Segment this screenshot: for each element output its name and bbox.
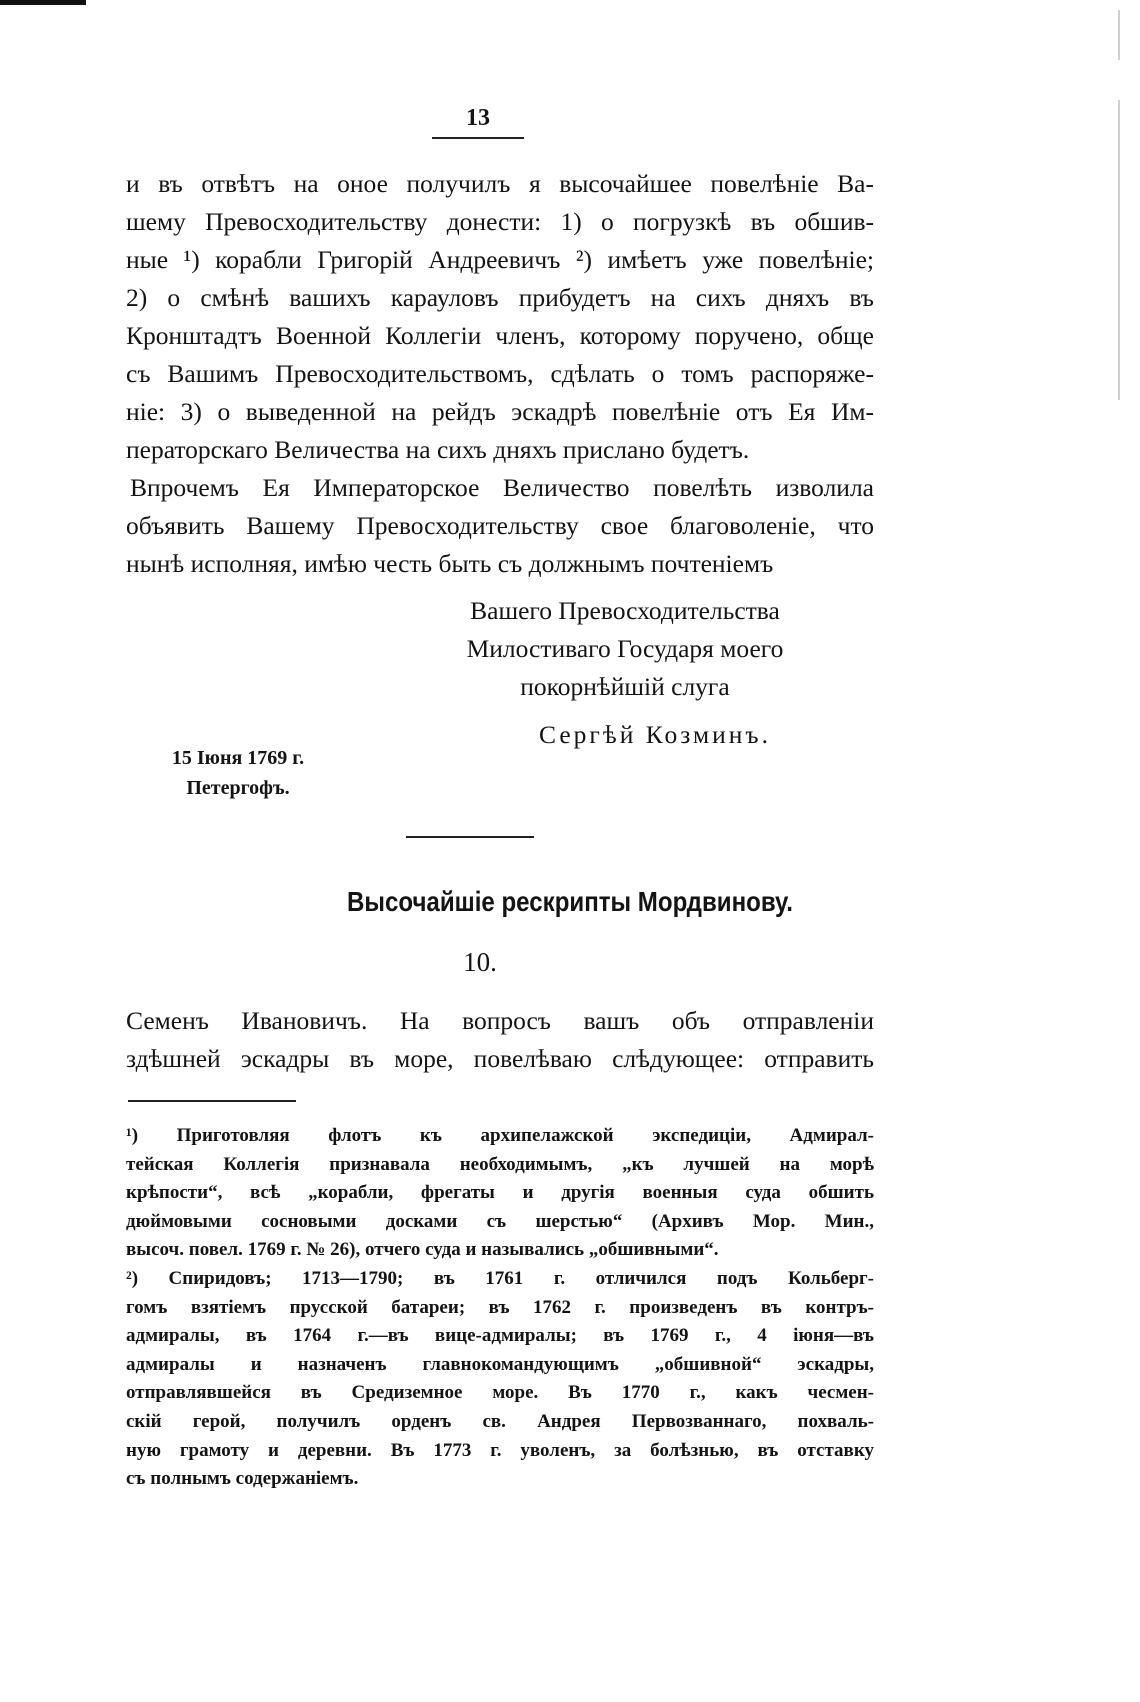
scan-edge-line [1118,100,1120,400]
footnote-line: адмиралы, въ 1764 г.—въ вице-адмиралы; въ 1769 г., 4 іюня—въ [126,1325,874,1347]
closing-line: покорнѣйшій слуга [520,672,730,701]
text-line: ператорскаго Величества на сихъ дняхъ прислано будетъ. [126,435,750,464]
footnote-line: съ полнымъ содержаніемъ. [126,1468,359,1490]
letter-date: 15 Іюня 1769 г. [171,747,305,769]
text-line: 2) о смѣнѣ вашихъ карауловъ прибудетъ на сихъ дняхъ въ [126,283,874,312]
footnotes [126,1122,874,1494]
text-line: здѣшней эскадры въ море, повелѣваю слѣдующее: отправить [126,1044,874,1073]
section-divider [406,836,534,838]
text-line: нынѣ исполняя, имѣю честь быть съ должнымъ почтеніемъ [126,549,774,578]
closing-line: Вашего Превосходительства [470,596,780,625]
footnote-line: гомъ взятіемъ прусской батареи; въ 1762 г. произведенъ въ контръ- [126,1296,874,1318]
footnote-divider [128,1100,296,1102]
page-number-underline [432,137,524,139]
footnote-line: крѣпости“, всѣ „корабли, фрегаты и другія военныя суда обшить [126,1182,874,1204]
text-line: ніе: 3) о выведенной на рейдъ эскадрѣ повелѣніе отъ Ея Им- [126,397,874,426]
section-title: Высочайшіе рескрипты Мордвинову. [346,886,793,917]
scan-edge-line [1118,10,1120,60]
footnote-line: ²) Спиридовъ; 1713—1790; въ 1761 г. отличился подъ Кольберг- [126,1267,874,1289]
signature: Сергѣй Козминъ. [539,720,771,749]
footnote-line: скій герой, получилъ орденъ св. Андрея Первозваннаго, похваль- [126,1410,874,1432]
footnote-line: ¹) Приготовляя флотъ къ архипелажской экспедиціи, Адмирал- [126,1125,874,1146]
letter-place: Петергофъ. [186,777,290,799]
text-line: шему Превосходительству донести: 1) о погрузкѣ въ обшив- [126,207,874,236]
text-line: ные ¹) корабли Григорій Андреевичъ ²) имѣетъ уже повелѣніе; [126,245,874,274]
footnote-line: высоч. повел. 1769 г. № 26), отчего суда и назывались „обшивными“. [126,1239,719,1261]
closing-line: Милостиваго Государя моего [466,634,784,663]
text-line: и въ отвѣтъ на оное получилъ я высочайшее повелѣніе Ва- [126,169,874,198]
text-line: Кронштадтъ Военной Коллегіи членъ, которому поручено, обще [126,321,874,350]
text-line: объявить Вашему Превосходительству свое благоволеніе, что [126,511,874,540]
footnote-line: адмиралы и назначенъ главнокомандующимъ „обшивной“ эскадры, [126,1353,874,1375]
page-number: 13 [466,105,490,131]
text-line: Впрочемъ Ея Императорское Величество повелѣть изволила [130,473,874,502]
text-line: Семенъ Ивановичъ. На вопросъ вашъ объ отправленіи [126,1006,874,1035]
footnote-line: тейская Коллегія признавала необходимымъ, „къ лучшей на морѣ [126,1153,874,1175]
text-line: съ Вашимъ Превосходительствомъ, сдѣлать о томъ распоряже- [126,359,874,388]
footnote-line: ную грамоту и деревни. Въ 1773 г. уволенъ, за болѣзнью, въ отставку [126,1439,874,1461]
rescript-body [126,1002,874,1078]
scan-edge-mark [0,0,86,5]
footnote-line: отправлявшейся въ Средиземное море. Въ 1770 г., какъ чесмен- [126,1382,874,1404]
letter-body [126,165,874,583]
item-number: 10. [463,947,497,977]
footnote-line: дюймовыми сосновыми досками съ шерстью“ (Архивъ Мор. Мин., [126,1210,874,1232]
